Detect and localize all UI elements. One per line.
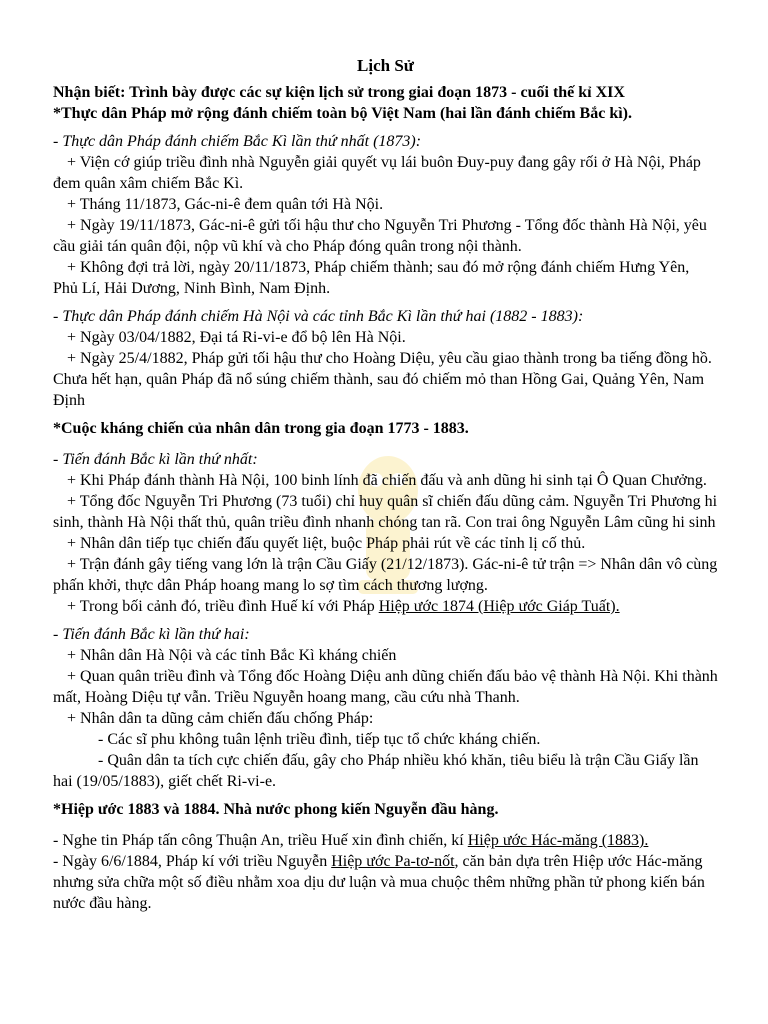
paragraph: + Ngày 19/11/1873, Gác-ni-ê gửi tối hậu thư cho Nguyễn Tri Phương - Tổng đốc thành Hà Nội, yêu cầu giải tán quân đội, nộp vũ khí và cho Pháp đóng quân trong nội thành. <box>53 217 707 255</box>
section-2a-title: - Tiến đánh Bắc kì lần thứ nhất: <box>53 451 258 468</box>
paragraph-text: + Trong bối cảnh đó, triều đình Huế kí với Pháp <box>67 598 379 615</box>
paragraph: - Các sĩ phu không tuân lệnh triều đình, tiếp tục tổ chức kháng chiến. <box>98 731 541 748</box>
section-1a-title: - Thực dân Pháp đánh chiếm Bắc Kì lần thứ nhất (1873): <box>53 133 422 150</box>
document-page <box>53 55 718 914</box>
paragraph: + Tháng 11/1873, Gác-ni-ê đem quân tới Hà Nội. <box>67 196 384 213</box>
paragraph <box>53 851 718 914</box>
paragraph <box>53 830 718 851</box>
section-3-heading: *Hiệp ước 1883 và 1884. Nhà nước phong kiến Nguyễn đầu hàng. <box>53 801 499 818</box>
paragraph-text: - Ngày 6/6/1884, Pháp kí với triều Nguyễn <box>53 853 332 870</box>
paragraph-text: - Nghe tin Pháp tấn công Thuận An, triều Huế xin đình chiến, kí <box>53 832 468 849</box>
paragraph: + Nhân dân Hà Nội và các tỉnh Bắc Kì kháng chiến <box>67 647 397 664</box>
paragraph: + Ngày 03/04/1882, Đại tá Ri-vi-e đổ bộ lên Hà Nội. <box>67 329 406 346</box>
section-2-heading: *Cuộc kháng chiến của nhân dân trong gia đoạn 1773 - 1883. <box>53 420 469 437</box>
treaty-1874-link[interactable]: Hiệp ước 1874 (Hiệp ước Giáp Tuất). <box>378 598 620 615</box>
paragraph: + Khi Pháp đánh thành Hà Nội, 100 binh lính đã chiến đấu và anh dũng hi sinh tại Ô Quan Chưởng. <box>67 472 707 489</box>
treaty-patenotre-link[interactable]: Hiệp ước Pa-tơ-nốt <box>331 853 455 870</box>
paragraph: + Trận đánh gây tiếng vang lớn là trận Cầu Giấy (21/12/1873). Gác-ni-ê tử trận => Nhân dân vô cùng phấn khởi, thực dân Pháp hoang mang lo sợ tìm cách thương lượng. <box>53 556 718 594</box>
paragraph: + Viện cớ giúp triều đình nhà Nguyễn giải quyết vụ lái buôn Đuy-puy đang gây rối ở Hà Nội, Pháp đem quân xâm chiếm Bắc Kì. <box>53 154 701 192</box>
section-2b-title: - Tiến đánh Bắc kì lần thứ hai: <box>53 626 250 643</box>
paragraph <box>53 596 718 617</box>
section-1b-title: - Thực dân Pháp đánh chiếm Hà Nội và các tỉnh Bắc Kì lần thứ hai (1882 - 1883): <box>53 308 584 325</box>
paragraph: + Nhân dân ta dũng cảm chiến đấu chống Pháp: <box>67 710 374 727</box>
paragraph: + Không đợi trả lời, ngày 20/11/1873, Pháp chiếm thành; sau đó mở rộng đánh chiếm Hưng Yên, Phủ Lí, Hải Dương, Ninh Bình, Nam Định. <box>53 259 690 297</box>
intro-line: Nhận biết: Trình bày được các sự kiện lịch sử trong giai đoạn 1873 - cuối thế kỉ XIX <box>53 84 625 101</box>
paragraph: + Ngày 25/4/1882, Pháp gửi tối hậu thư cho Hoàng Diệu, yêu cầu giao thành trong ba tiếng đồng hồ. Chưa hết hạn, quân Pháp đã nổ súng chiếm thành, sau đó chiếm mỏ than Hồng Gai, Quảng Yên, Nam Định <box>53 350 712 409</box>
paragraph: + Nhân dân tiếp tục chiến đấu quyết liệt, buộc Pháp phải rút về các tỉnh lị cố thủ. <box>67 535 586 552</box>
paragraph: + Quan quân triều đình và Tổng đốc Hoàng Diệu anh dũng chiến đấu bảo vệ thành Hà Nội. Khi thành mất, Hoàng Diệu tự vẫn. Triều Nguyễn hoang mang, cầu cứu nhà Thanh. <box>53 668 718 706</box>
paragraph: + Tổng đốc Nguyễn Tri Phương (73 tuổi) chỉ huy quân sĩ chiến đấu dũng cảm. Nguyễn Tri Phương hi sinh, thành Hà Nội thất thủ, quân triều đình nhanh chóng tan rã. Con trai ông Nguyễn Lâm cũng hi sinh <box>53 493 718 531</box>
page-title: Lịch Sử <box>357 56 414 75</box>
paragraph: - Quân dân ta tích cực chiến đấu, gây cho Pháp nhiều khó khăn, tiêu biểu là trận Cầu Giấy lần hai (19/05/1883), giết chết Ri-vi-e. <box>53 752 699 790</box>
treaty-harmand-link[interactable]: Hiệp ước Hác-măng (1883). <box>467 832 649 849</box>
paragraph-text: , căn bản dựa trên Hiệp ước Hác-măng nhưng sửa chữa một số điều nhằm xoa dịu dư luận và mua chuộc thêm những phần tử phong kiến bán nước đầu hàng. <box>53 853 705 912</box>
section-1-heading: *Thực dân Pháp mở rộng đánh chiếm toàn bộ Việt Nam (hai lần đánh chiếm Bắc kì). <box>53 105 632 122</box>
